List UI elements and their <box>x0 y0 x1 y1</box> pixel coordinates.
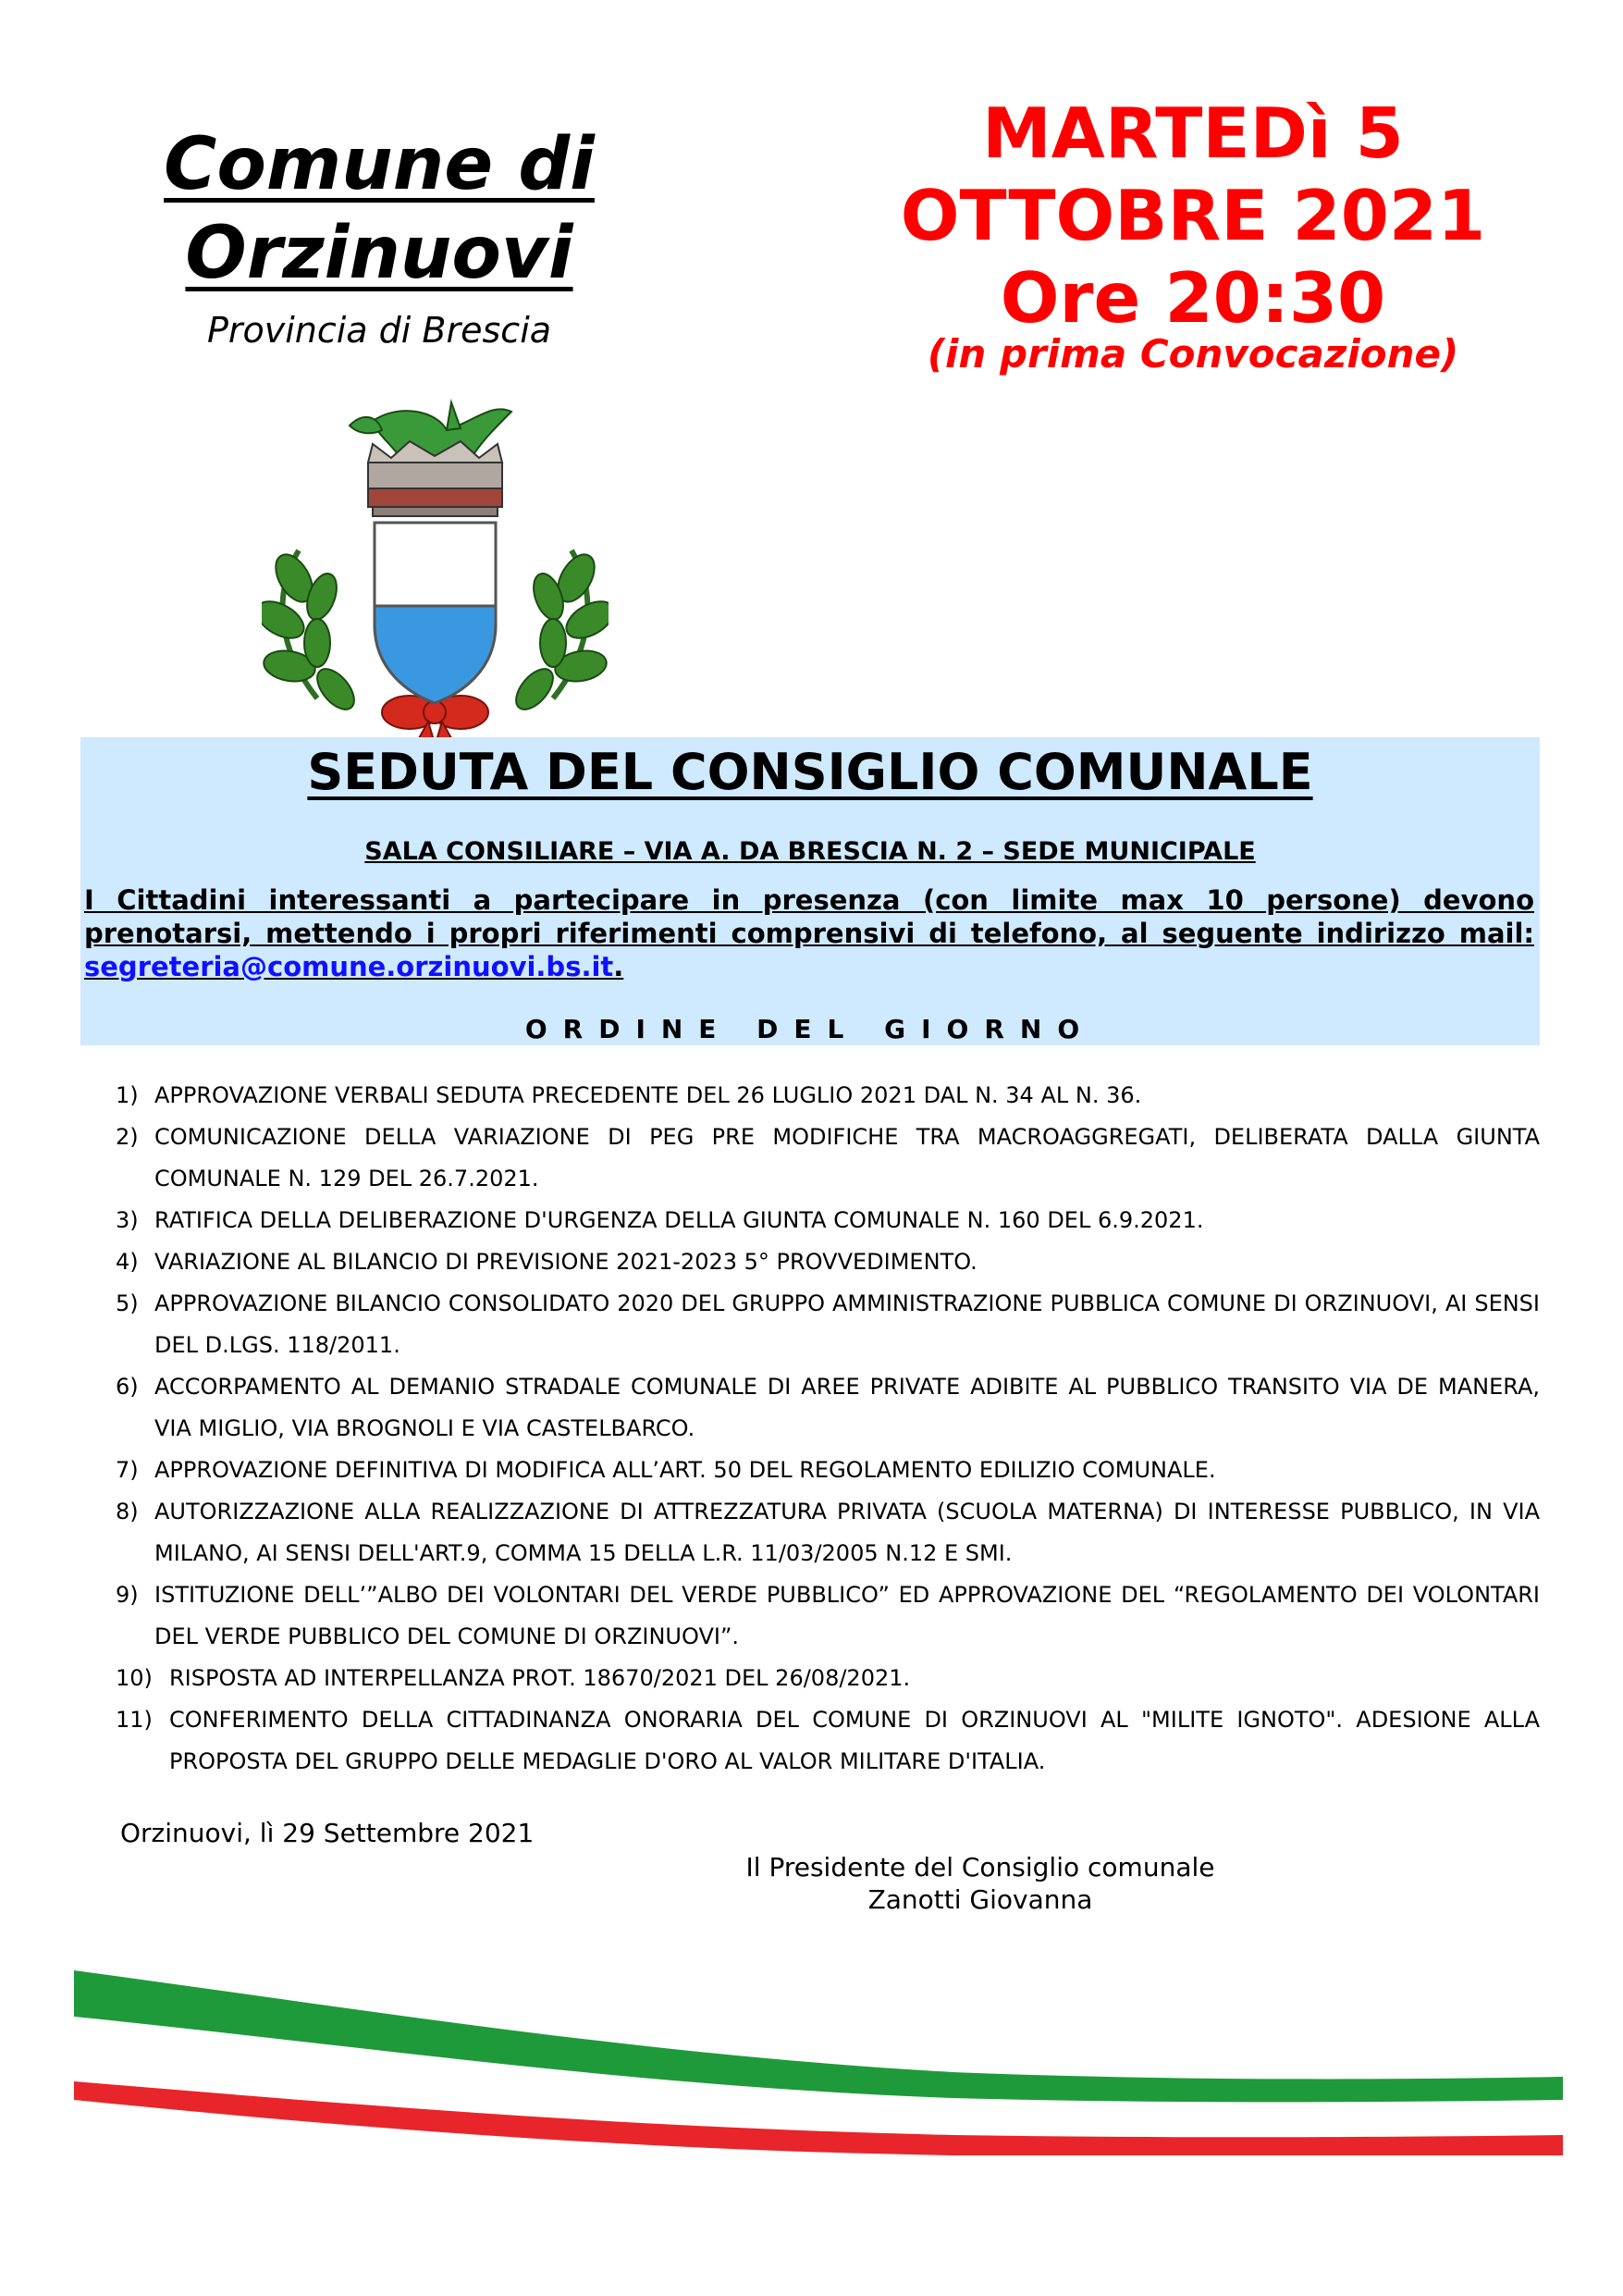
attendance-notice-end: . <box>613 951 624 982</box>
agenda-item-text: APPROVAZIONE BILANCIO CONSOLIDATO 2020 DEL GRUPPO AMMINISTRAZIONE PUBBLICA COMUNE DI ORZINUOVI, AI SENSI DEL D.LGS. 118/2011. <box>154 1290 1540 1358</box>
agenda-item <box>116 1658 1540 1699</box>
president-role: Il Presidente del Consiglio comunale <box>745 1852 1215 1882</box>
agenda-item-number: 7) <box>116 1457 139 1483</box>
agenda-item-text: APPROVAZIONE VERBALI SEDUTA PRECEDENTE DEL 26 LUGLIO 2021 DAL N. 34 AL N. 36. <box>154 1082 1142 1108</box>
convocazione-note: (in prima Convocazione) <box>927 331 1459 376</box>
agenda-item-number: 8) <box>116 1499 139 1524</box>
meeting-date-line2: OTTOBRE 2021 <box>900 175 1486 256</box>
agenda-item-number: 11) <box>116 1707 153 1733</box>
agenda-item <box>116 1117 1540 1200</box>
agenda-item-text: ACCORPAMENTO AL DEMANIO STRADALE COMUNALE DI AREE PRIVATE ADIBITE AL PUBBLICO TRANSITO VIA DE MANERA, VIA MIGLIO, VIA BROGNOLI E VIA CASTELBARCO. <box>154 1374 1540 1441</box>
agenda-item-number: 1) <box>116 1082 139 1108</box>
agenda-item-number: 2) <box>116 1124 139 1150</box>
agenda-item <box>116 1241 1540 1283</box>
agenda-item-text: CONFERIMENTO DELLA CITTADINANZA ONORARIA DEL COMUNE DI ORZINUOVI AL "MILITE IGNOTO". ADESIONE ALLA PROPOSTA DEL GRUPPO DELLE MEDAGLIE D'ORO AL VALOR MILITARE D'ITALIA. <box>169 1707 1540 1774</box>
agenda-item <box>116 1200 1540 1241</box>
agenda-heading: ORDINE DEL GIORNO <box>524 1014 1096 1044</box>
agenda-item <box>116 1075 1540 1117</box>
agenda-item <box>116 1491 1540 1574</box>
agenda-item-text: VARIAZIONE AL BILANCIO DI PREVISIONE 2021-2023 5° PROVVEDIMENTO. <box>154 1249 977 1275</box>
agenda-item-number: 9) <box>116 1582 139 1608</box>
agenda-item-text: APPROVAZIONE DEFINITIVA DI MODIFICA ALL’ART. 50 DEL REGOLAMENTO EDILIZIO COMUNALE. <box>154 1457 1216 1483</box>
provincia-label: Provincia di Brescia <box>206 310 552 351</box>
agenda-item <box>116 1283 1540 1366</box>
agenda-item-number: 10) <box>116 1665 153 1691</box>
meeting-location: SALA CONSILIARE – VIA A. DA BRESCIA N. 2 – SEDE MUNICIPALE <box>364 837 1256 866</box>
email-link[interactable]: segreteria@comune.orzinuovi.bs.it <box>84 951 614 982</box>
agenda-item <box>116 1574 1540 1658</box>
agenda-item <box>116 1366 1540 1450</box>
agenda-item-number: 5) <box>116 1290 139 1316</box>
agenda-list <box>116 1075 1540 1783</box>
flag-ribbon-icon <box>74 1943 1563 2155</box>
place-and-date: Orzinuovi, lì 29 Settembre 2021 <box>120 1818 535 1848</box>
agenda-item-text: COMUNICAZIONE DELLA VARIAZIONE DI PEG PRE MODIFICHE TRA MACROAGGREGATI, DELIBERATA DALLA GIUNTA COMUNALE N. 129 DEL 26.7.2021. <box>154 1124 1540 1191</box>
agenda-item-text: ISTITUZIONE DELL’”ALBO DEI VOLONTARI DEL VERDE PUBBLICO” ED APPROVAZIONE DEL “REGOLAMENTO DEI VOLONTARI DEL VERDE PUBBLICO DEL COMUNE DI ORZINUOVI”. <box>154 1582 1540 1649</box>
comune-title-line2: Orzinuovi <box>185 212 573 295</box>
agenda-item-number: 6) <box>116 1374 139 1400</box>
comune-title-line1: Comune di <box>164 123 595 206</box>
meeting-time: Ore 20:30 <box>1000 257 1386 339</box>
comune-title <box>120 120 638 298</box>
agenda-item-number: 4) <box>116 1249 139 1275</box>
coat-of-arms-icon <box>262 393 609 749</box>
agenda-item <box>116 1450 1540 1491</box>
meeting-title: SEDUTA DEL CONSIGLIO COMUNALE <box>307 743 1313 801</box>
meeting-date <box>814 93 1572 339</box>
president-name: Zanotti Giovanna <box>867 1884 1093 1915</box>
agenda-item-text: RATIFICA DELLA DELIBERAZIONE D'URGENZA DELLA GIUNTA COMUNALE N. 160 DEL 6.9.2021. <box>154 1207 1204 1233</box>
agenda-item-text: RISPOSTA AD INTERPELLANZA PROT. 18670/2021 DEL 26/08/2021. <box>169 1665 911 1691</box>
attendance-notice-text: I Cittadini interessanti a partecipare in presenza (con limite max 10 persone) devono prenotarsi, mettendo i propri riferimenti comprensivi di telefono, al seguente indirizzo mail: <box>84 884 1534 949</box>
meeting-date-line1: MARTEDì 5 <box>982 93 1404 174</box>
attendance-notice <box>84 883 1534 983</box>
agenda-item-text: AUTORIZZAZIONE ALLA REALIZZAZIONE DI ATTREZZATURA PRIVATA (SCUOLA MATERNA) DI INTERESSE PUBBLICO, IN VIA MILANO, AI SENSI DELL'ART.9, COMMA 15 DELLA L.R. 11/03/2005 N.12 E SMI. <box>154 1499 1540 1566</box>
agenda-item-number: 3) <box>116 1207 139 1233</box>
agenda-item <box>116 1699 1540 1783</box>
